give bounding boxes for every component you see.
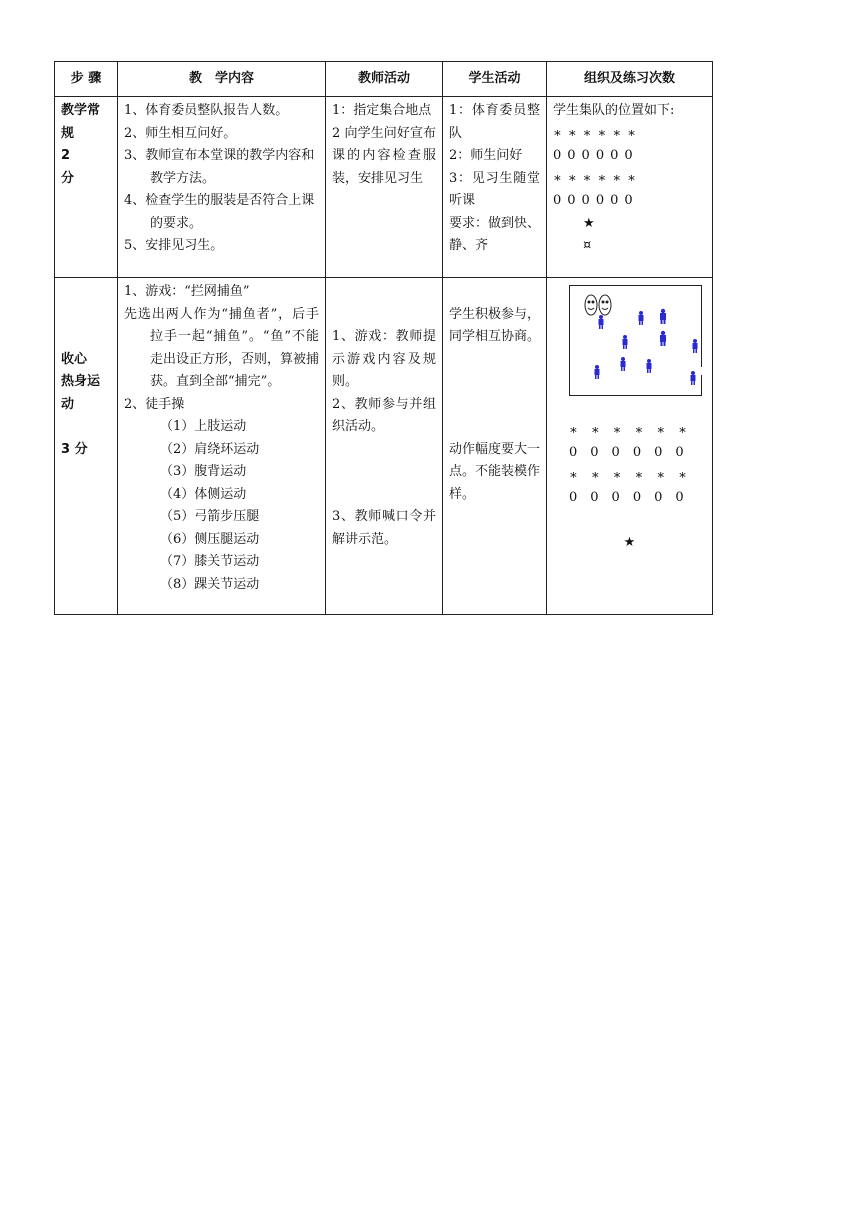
content-item: 5、安排见习生。 (124, 238, 224, 253)
student-item: 2：师生问好 (449, 148, 523, 163)
formation-line: ∗∗∗∗∗∗ (553, 125, 643, 141)
star-icon: ★ (623, 535, 636, 550)
student-cell (443, 278, 547, 615)
step-text: 3 分 (61, 441, 88, 457)
student-figure-icon (599, 315, 604, 329)
student-item: 1：体育委员整队 (449, 103, 540, 141)
teacher-item: 1、游戏：教师提示游戏内容及规则。 (332, 329, 436, 389)
student-item: 学生积极参与，同学相互协商。 (449, 306, 541, 344)
student-figure-icon (639, 311, 644, 325)
exercise-item: （4）体侧运动 (160, 486, 247, 502)
formation-line: ∗∗∗∗∗∗ (553, 170, 643, 186)
content-item: 4、检查学生的服装是否符合上课的要求。 (124, 193, 315, 231)
exercise-item: （3）腹背运动 (160, 464, 247, 479)
step-text: 2 (61, 148, 71, 163)
exercise-item: （2）肩绕环运动 (160, 441, 260, 457)
header-content: 教 学内容 (118, 62, 326, 97)
org-cell (547, 278, 713, 615)
star-icon: ★ (583, 215, 595, 231)
exercise-item: （1）上肢运动 (160, 419, 247, 434)
org-intro: 学生集队的位置如下: (553, 103, 675, 118)
catcher-smiley-icon (599, 295, 611, 315)
header-teacher: 教师活动 (326, 62, 443, 97)
exercise-item: （8）踝关节运动 (160, 576, 260, 592)
formation-line: 0 0 0 0 0 0 (569, 490, 684, 505)
step-text: 热身运 (61, 374, 101, 389)
teacher-item: 2 向学生问好宣布课的内容检查服装，安排见习生 (332, 125, 436, 186)
step-cell (55, 278, 118, 615)
lesson-plan-table (54, 61, 713, 615)
header-step: 步 骤 (55, 62, 118, 97)
header-org: 组织及练习次数 (547, 62, 713, 97)
catcher-smiley-icon (585, 295, 597, 315)
exercise-title: 2、徒手操 (124, 396, 185, 412)
student-figure-icon (660, 331, 666, 346)
student-item: 3：见习生随堂听课 (449, 170, 540, 208)
student-item: 要求：做到快、静、齐 (449, 215, 541, 253)
exercise-item: （5）弓箭步压腿 (160, 509, 260, 524)
teacher-item: 2、教师参与并组织活动。 (332, 396, 436, 434)
student-figure-icon (621, 357, 626, 371)
teacher-item: 1：指定集合地点 (332, 103, 432, 118)
formation-line: 0 0 0 0 0 0 (569, 445, 684, 460)
formation-line: 000000 (553, 193, 639, 208)
content-item: 3、教师宣布本堂课的教学内容和教学方法。 (124, 148, 315, 186)
header-student: 学生活动 (443, 62, 547, 97)
student-item: 动作幅度要大一点。不能装模作样。 (449, 441, 541, 502)
formation-line: ∗ ∗ ∗ ∗ ∗ ∗ (569, 422, 688, 438)
student-figure-icon (660, 309, 666, 324)
content-cell (118, 97, 326, 278)
org-cell (547, 97, 713, 278)
header-row (55, 62, 713, 97)
step-text: 收心 (61, 351, 88, 367)
fish-figures (595, 309, 698, 385)
formation-line: ∗ ∗ ∗ ∗ ∗ ∗ (569, 467, 688, 483)
step-text: 动 (61, 396, 75, 412)
game-desc: 先选出两人作为“捕鱼者”，后手拉手一起“捕鱼”。“鱼”不能走出设正方形，否则，算被捕获。直到全部“捕完”。 (124, 306, 320, 389)
exercise-item: （6）侧压腿运动 (160, 531, 260, 547)
teacher-item: 3、教师喊口令并解讲示范。 (332, 509, 436, 547)
table-row (55, 97, 713, 278)
game-field-svg (569, 285, 703, 397)
student-figure-icon (693, 339, 698, 353)
formation-line: 000000 (553, 148, 639, 163)
content-item: 2、师生相互问好。 (124, 125, 237, 141)
content-cell (118, 278, 326, 615)
student-cell (443, 97, 547, 278)
student-figure-icon (691, 371, 696, 385)
teacher-mark-icon: ¤ (583, 238, 592, 253)
content-item: 1、体育委员整队报告人数。 (124, 103, 289, 118)
student-figure-icon (647, 359, 652, 373)
game-title: 1、游戏：“拦网捕鱼” (124, 284, 250, 299)
teacher-cell (326, 278, 443, 615)
step-text: 规 (61, 125, 75, 141)
student-figure-icon (595, 365, 600, 379)
teacher-cell (326, 97, 443, 278)
exercise-item: （7）膝关节运动 (160, 554, 260, 569)
table-row (55, 278, 713, 615)
student-figure-icon (623, 335, 628, 349)
step-cell (55, 97, 118, 278)
step-text: 教学常 (61, 103, 101, 118)
step-text: 分 (61, 170, 75, 186)
game-field-diagram (569, 285, 703, 397)
